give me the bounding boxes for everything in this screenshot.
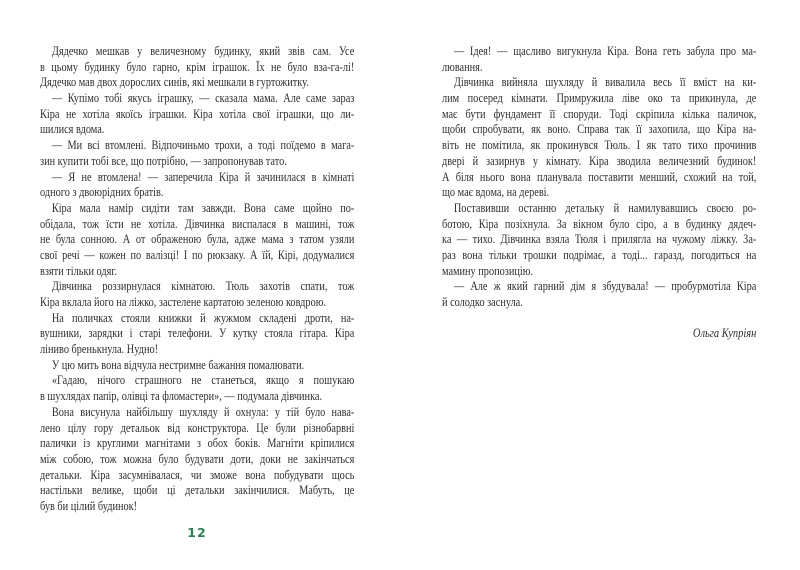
paragraph [40,44,354,91]
text-line: У цю мить вона відчула нестримне бажання помалювати. [51,357,305,372]
text-line: Дівчинка вийняла шухляду й вивалила весь її вміст на ки- [453,75,757,90]
left-text-column [40,44,354,515]
page-number: 12 [187,525,207,540]
paragraph [40,373,354,404]
text-line: — Ідея! — щасливо вигукнула Кіра. Вона геть забула про ма- [453,44,757,58]
paragraph [442,75,756,201]
author-name: Ольга Купріян [692,326,757,341]
text-line: Кіра мала намір сидіти там завжди. Вона саме щойно по- [51,200,355,215]
text-line: не була сонною. А от ображеною була, адже мама з татом узяли [40,232,355,247]
paragraph [40,201,354,279]
text-line: лено цілу гору детальок від конструктора. Це були різнобарвні [40,420,355,435]
text-line: Кіра вклала його на ліжко, застелене картатою зеленою ковдрою. [40,295,326,309]
text-line: детальки. Кіра засумнівалася, чи зможе вона побудувати щось [40,467,355,482]
paragraph [442,44,756,75]
left-column-paragraphs [40,44,354,515]
paragraph [40,311,354,358]
text-line: Дівчинка роззирнулася кімнатою. Тюль захотів спати, тож [51,279,355,294]
paragraph [40,358,354,374]
text-line: палички із круглими магнітами з обох боків. Магніти кріпилися [40,436,355,451]
text-line: в шухлядах папір, олівці та фломастери», — подумала дівчинка. [40,389,323,404]
text-line: обідала, тож їсти не хотіла. Дівчинка виспалася в машині, тож [40,216,355,231]
text-line: має бути фундамент її споруди. Тоді скріпила кілька паличок, [442,106,757,121]
text-line: Вона висунула найбільшу шухляду й охнула: у тій було нава- [51,404,355,419]
text-line: — Ми всі втомлені. Відпочиньмо трохи, а тоді поїдемо в мага- [51,138,355,153]
text-line: лим посеред кімнати. Примружила ліве око та прикинула, де [442,91,757,106]
text-line: був би цілий будинок! [40,498,138,513]
text-line: А біля нього вона планувала поставити менший, схожий на той, [442,169,757,184]
paragraph [40,279,354,310]
text-line: одного з двоюрідних братів. [40,185,164,200]
text-line: зин купити тобі все, що потрібно, — запропонував тато. [40,153,287,168]
text-line: Кіра не хотіла якоїсь іграшки. Кіра хотіла свої іграшки, що ли- [40,106,355,121]
right-text-column [442,44,756,342]
paragraph [442,279,756,310]
paragraph [442,201,756,279]
text-line: в цьому будинку було гарно, крім іграшок. Їх не було вза-га-лі! [40,59,355,74]
text-line: й солодко заснула. [442,295,523,309]
text-line: віть не помітила, як прокинувся Тюль. І як тато тихо прочинив [442,138,757,153]
text-line: ка — тихо. Дівчинка взяла Тюля і прилягла на чужому ліжку. За- [442,232,757,247]
paragraph [40,170,354,201]
text-line: що має вдома, на дереві. [442,185,550,200]
text-line: настільки велике, щоби ці детальки закінчилися. Мабуть, це [40,483,355,498]
text-line: На поличках стояли книжки й жужмом складені дроти, на- [51,310,355,325]
right-column-paragraphs [442,44,756,311]
paragraph [40,138,354,169]
text-line: Дядечко мешкав у величезному будинку, який звів сам. Усе [51,44,355,58]
paragraph [40,405,354,515]
text-line: вушники, зарядки і старі телефони. У кутку стояла гітара. Кіра [40,326,355,341]
text-line: свої речі — кожен по валізці! І по рюкзаку. А їй, Кірі, додумалися [40,247,355,262]
text-line: ботою, Кіра позіхнула. За вікном було сіро, а в будинку дядеч- [442,216,757,231]
text-line: Дядечко мав двох дорослих синів, які мешкали в гуртожитку. [40,75,309,90]
text-line: «Гадаю, нічого страшного не станеться, якщо я пошукаю [51,373,355,388]
text-line: між собою, тож можна було будувати доти, доки не закінчаться [40,451,355,466]
text-line: — Я не втомлена! — заперечила Кіра й зачинилася в кімнаті [51,169,355,184]
text-line: лювання. [442,59,483,74]
text-line: мамину пропозицію. [442,263,533,278]
text-line: — Але ж який гарний дім я збудувала! — пробурмотіла Кіра [453,279,757,294]
text-line: Поставивши останню детальку й намилувавшись своєю ро- [453,200,757,215]
text-line: — Купімо тобі якусь іграшку, — сказала мама. Але саме зараз [51,91,355,106]
text-line: ліниво бренькнула. Нудно! [40,342,159,357]
paragraph [40,91,354,138]
text-line: взяти тільки одяг. [40,263,118,278]
text-line: щоби спробувати, як воно. Справа так її захопила, що Кіра на- [442,122,757,137]
text-line: шилися вдома. [40,122,105,137]
text-line: двері й зазирнув у кімнату. Кіра зводила величезний будинок! [442,153,757,168]
text-line: раз вона тільки трошки подрімає, а тоді... гаразд, погодиться на [442,247,757,262]
